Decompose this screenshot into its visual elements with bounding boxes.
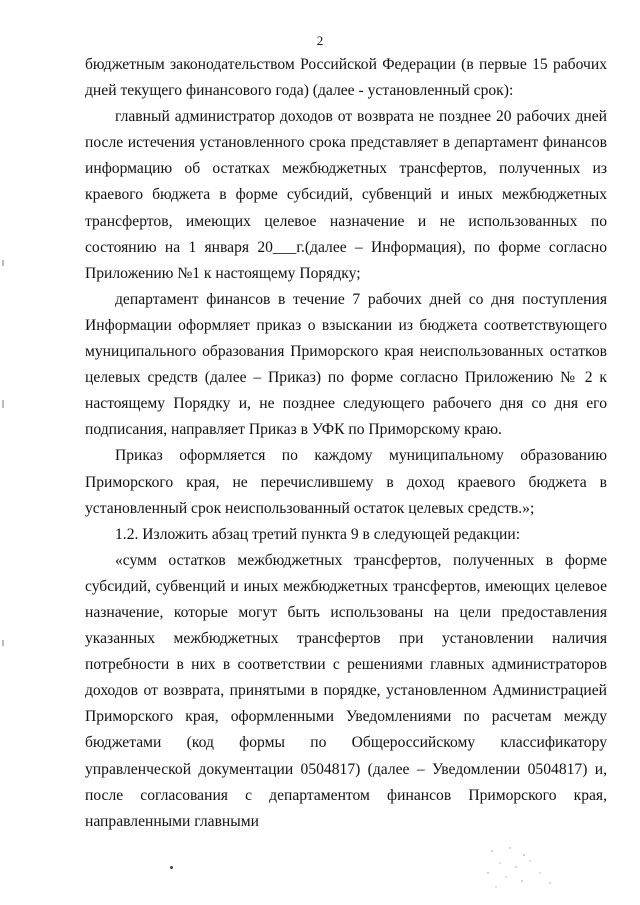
- margin-scan-mark: [2, 260, 4, 266]
- paragraph-finance-department: департамент финансов в течение 7 рабочих дней со дня поступления Информации оформляет приказ о взыскании из бюджета соответствующего муниципального образования Приморского края неиспользованных остатков целевых средств (далее – Приказ) по форме согласно Приложению № 2 к настоящему Порядку и, не позднее следующего рабочего дня со дня его подписания, направляет Приказ в УФК по Приморскому краю.: [85, 290, 607, 439]
- paragraph-amendment-1-2: 1.2. Изложить абзац третий пункта 9 в следующей редакции:: [115, 525, 521, 543]
- paragraph-continuation: бюджетным законодательством Российской Федерации (в первые 15 рабочих дней текущего финансового года) (далее - установленный срок):: [85, 56, 607, 100]
- scan-speck: [170, 866, 173, 869]
- paragraph-quoted-text: «сумм остатков межбюджетных трансфертов, полученных в форме субсидий, субвенций и иных межбюджетных трансфертов, имеющих целевое назначение, которые могут быть использованы на цели предоставления указанных межбюджетных трансфертов при установлении наличия потребности в них в соответствии с решениями главных администраторов доходов от возврата, принятыми в порядке, установленном Администрацией Приморского края, оформленными Уведомлениями по расчетам между бюджетами (код формы по Общероссийскому классификатору управленческой документации 0504817) (далее – Уведомлении 0504817) и, после согласования с департаментом финансов Приморского края, направленными главными: [85, 551, 607, 830]
- document-body: [85, 52, 607, 835]
- paragraph-main-administrator: главный администратор доходов от возврата не позднее 20 рабочих дней после истечения установленного срока представляет в департамент финансов информацию об остатках межбюджетных трансфертов, полученных из краевого бюджета в форме субсидий, субвенций и иных межбюджетных трансфертов, имеющих целевое назначение и не использованных по состоянию на 1 января 20___г.(далее – Информация), по форме согласно Приложению №1 к настоящему Порядку;: [85, 108, 607, 282]
- margin-scan-mark: [2, 640, 4, 646]
- scan-noise: [480, 843, 560, 893]
- paragraph-order: Приказ оформляется по каждому муниципальному образованию Приморского края, не перечислившему в доход краевого бюджета в установленный срок неиспользованный остаток целевых средств.»;: [85, 447, 607, 517]
- page-number: 2: [316, 33, 324, 48]
- margin-scan-mark: [2, 400, 4, 408]
